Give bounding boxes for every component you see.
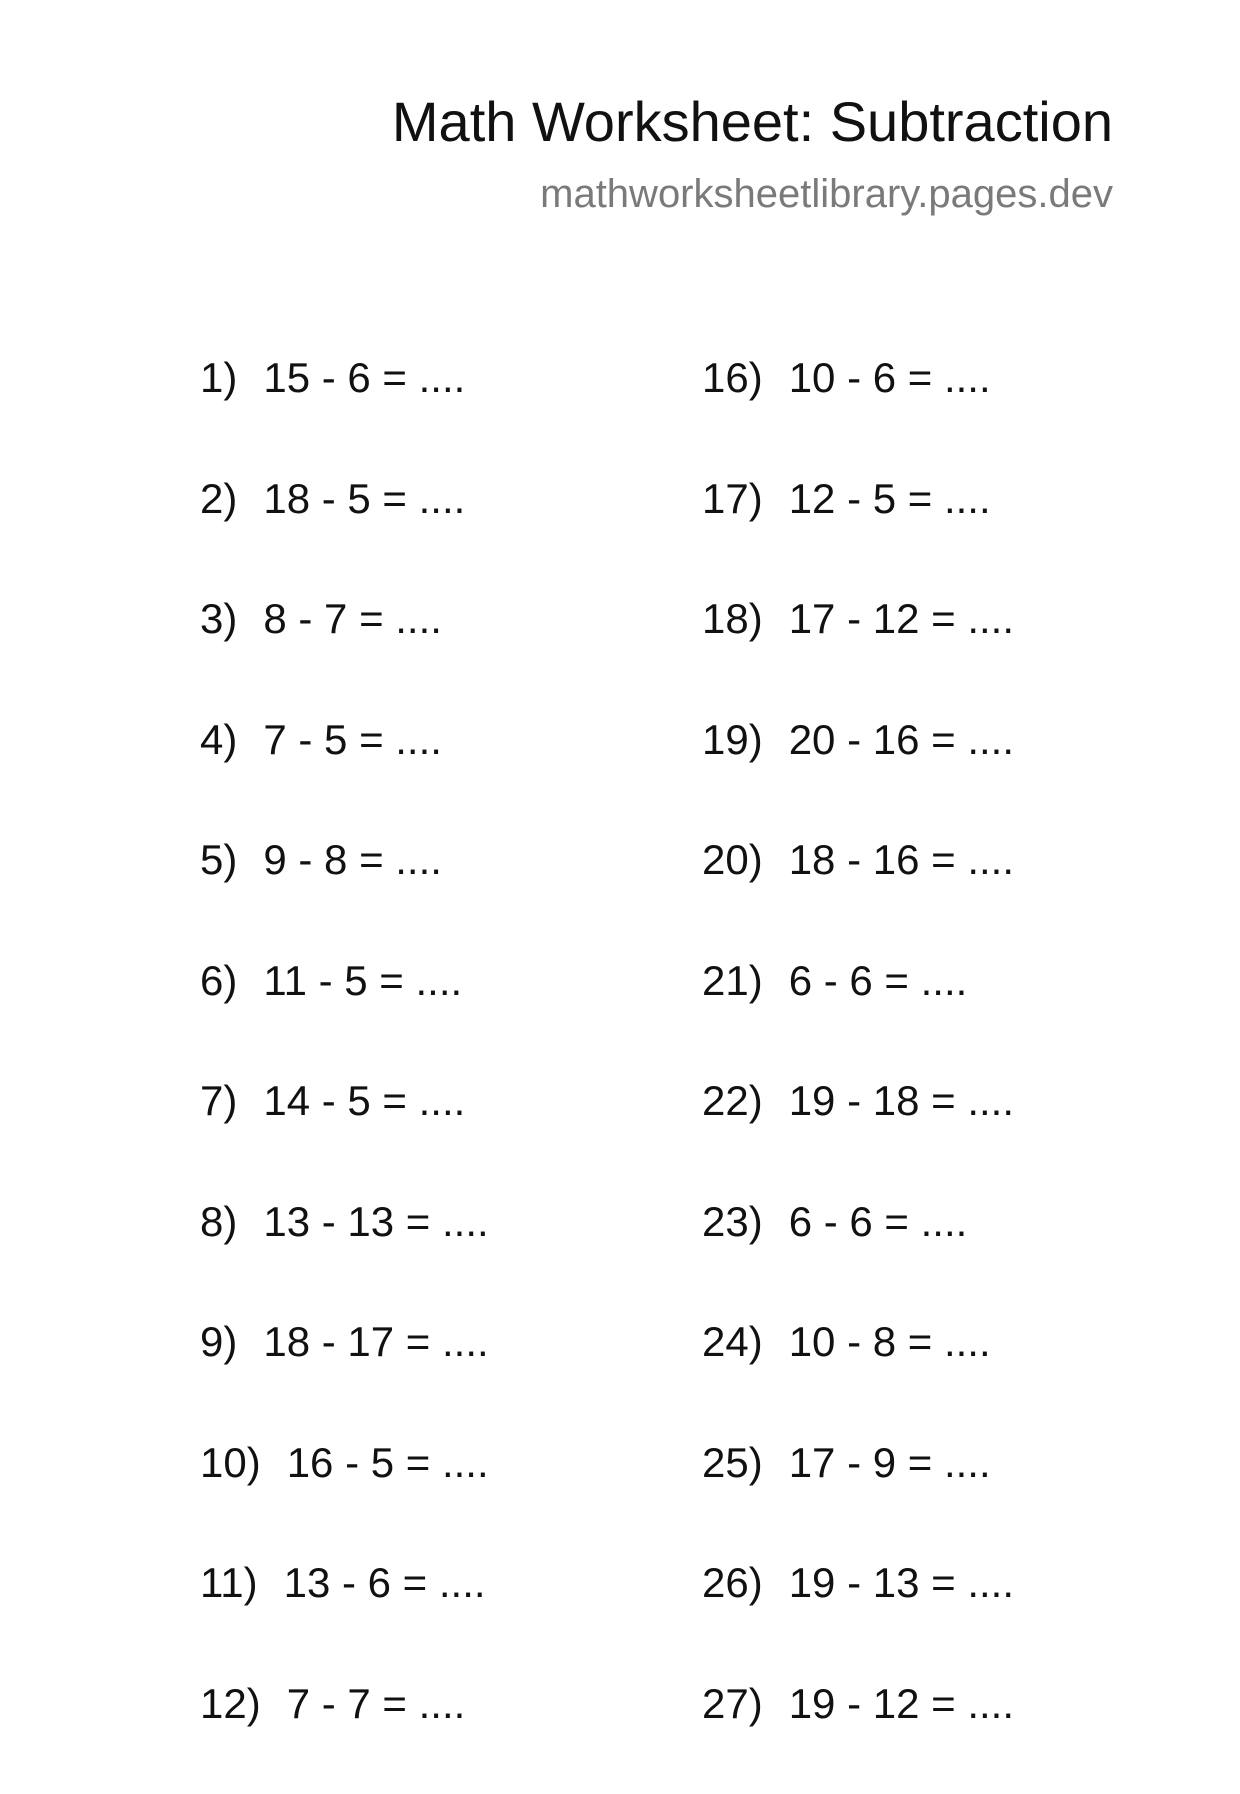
problem-item — [702, 951, 1014, 1072]
problem-item — [200, 1192, 489, 1313]
problem-number: 4) — [200, 710, 237, 770]
problem-expression: 15 - 6 = .... — [263, 354, 465, 401]
problem-expression: 10 - 6 = .... — [789, 354, 991, 401]
problem-number: 1) — [200, 348, 237, 408]
problem-expression: 7 - 5 = .... — [263, 716, 442, 763]
problem-item — [702, 1433, 1014, 1554]
problem-expression: 11 - 5 = .... — [263, 957, 462, 1004]
problem-number: 16) — [702, 348, 763, 408]
problem-expression: 8 - 7 = .... — [263, 595, 442, 642]
problem-number: 5) — [200, 830, 237, 890]
problem-column-left — [200, 348, 489, 1794]
problem-expression: 6 - 6 = .... — [789, 957, 968, 1004]
source-url: mathworksheetlibrary.pages.dev — [392, 172, 1113, 216]
problem-item — [200, 589, 489, 710]
problem-number: 7) — [200, 1071, 237, 1131]
problem-expression: 7 - 7 = .... — [287, 1680, 466, 1727]
problem-number: 20) — [702, 830, 763, 890]
problem-number: 26) — [702, 1553, 763, 1613]
problem-number: 9) — [200, 1312, 237, 1372]
problem-number: 22) — [702, 1071, 763, 1131]
problem-expression: 19 - 18 = .... — [789, 1077, 1014, 1124]
problem-number: 25) — [702, 1433, 763, 1493]
problem-number: 23) — [702, 1192, 763, 1252]
problem-item — [200, 830, 489, 951]
problem-expression: 12 - 5 = .... — [789, 475, 991, 522]
problem-number: 8) — [200, 1192, 237, 1252]
problem-number: 21) — [702, 951, 763, 1011]
problem-number: 6) — [200, 951, 237, 1011]
problem-number: 19) — [702, 710, 763, 770]
page-title: Math Worksheet: Subtraction — [392, 92, 1113, 152]
problem-number: 24) — [702, 1312, 763, 1372]
problem-expression: 13 - 6 = .... — [284, 1559, 486, 1606]
problem-expression: 19 - 13 = .... — [789, 1559, 1014, 1606]
problem-item — [702, 1071, 1014, 1192]
problem-number: 27) — [702, 1674, 763, 1734]
problem-item — [702, 589, 1014, 710]
problem-item — [200, 1553, 489, 1674]
problem-item — [200, 348, 489, 469]
problem-number: 18) — [702, 589, 763, 649]
problem-number: 10) — [200, 1433, 261, 1493]
problem-expression: 20 - 16 = .... — [789, 716, 1014, 763]
problem-number: 17) — [702, 469, 763, 529]
problem-expression: 16 - 5 = .... — [287, 1439, 489, 1486]
problem-number: 3) — [200, 589, 237, 649]
problem-item — [702, 469, 1014, 590]
problem-item — [200, 710, 489, 831]
problem-number: 12) — [200, 1674, 261, 1734]
problem-item — [702, 710, 1014, 831]
problem-expression: 10 - 8 = .... — [789, 1318, 991, 1365]
problem-item — [200, 1674, 489, 1794]
problem-item — [702, 1312, 1014, 1433]
problem-number: 11) — [200, 1553, 258, 1613]
problem-expression: 9 - 8 = .... — [263, 836, 442, 883]
problem-expression: 18 - 17 = .... — [263, 1318, 488, 1365]
problem-expression: 17 - 12 = .... — [789, 595, 1014, 642]
problem-item — [200, 1312, 489, 1433]
problem-expression: 14 - 5 = .... — [263, 1077, 465, 1124]
problem-item — [702, 1553, 1014, 1674]
problem-expression: 18 - 16 = .... — [789, 836, 1014, 883]
problem-item — [702, 830, 1014, 951]
problem-item — [200, 1433, 489, 1554]
problem-item — [200, 469, 489, 590]
worksheet-header — [392, 92, 1113, 216]
problem-expression: 19 - 12 = .... — [789, 1680, 1014, 1727]
problem-number: 2) — [200, 469, 237, 529]
problem-item — [200, 1071, 489, 1192]
problem-item — [702, 348, 1014, 469]
problem-item — [702, 1674, 1014, 1794]
problem-expression: 17 - 9 = .... — [789, 1439, 991, 1486]
problem-column-right — [702, 348, 1014, 1794]
problem-expression: 13 - 13 = .... — [263, 1198, 488, 1245]
problem-expression: 18 - 5 = .... — [263, 475, 465, 522]
problem-item — [200, 951, 489, 1072]
problem-expression: 6 - 6 = .... — [789, 1198, 968, 1245]
problem-item — [702, 1192, 1014, 1313]
